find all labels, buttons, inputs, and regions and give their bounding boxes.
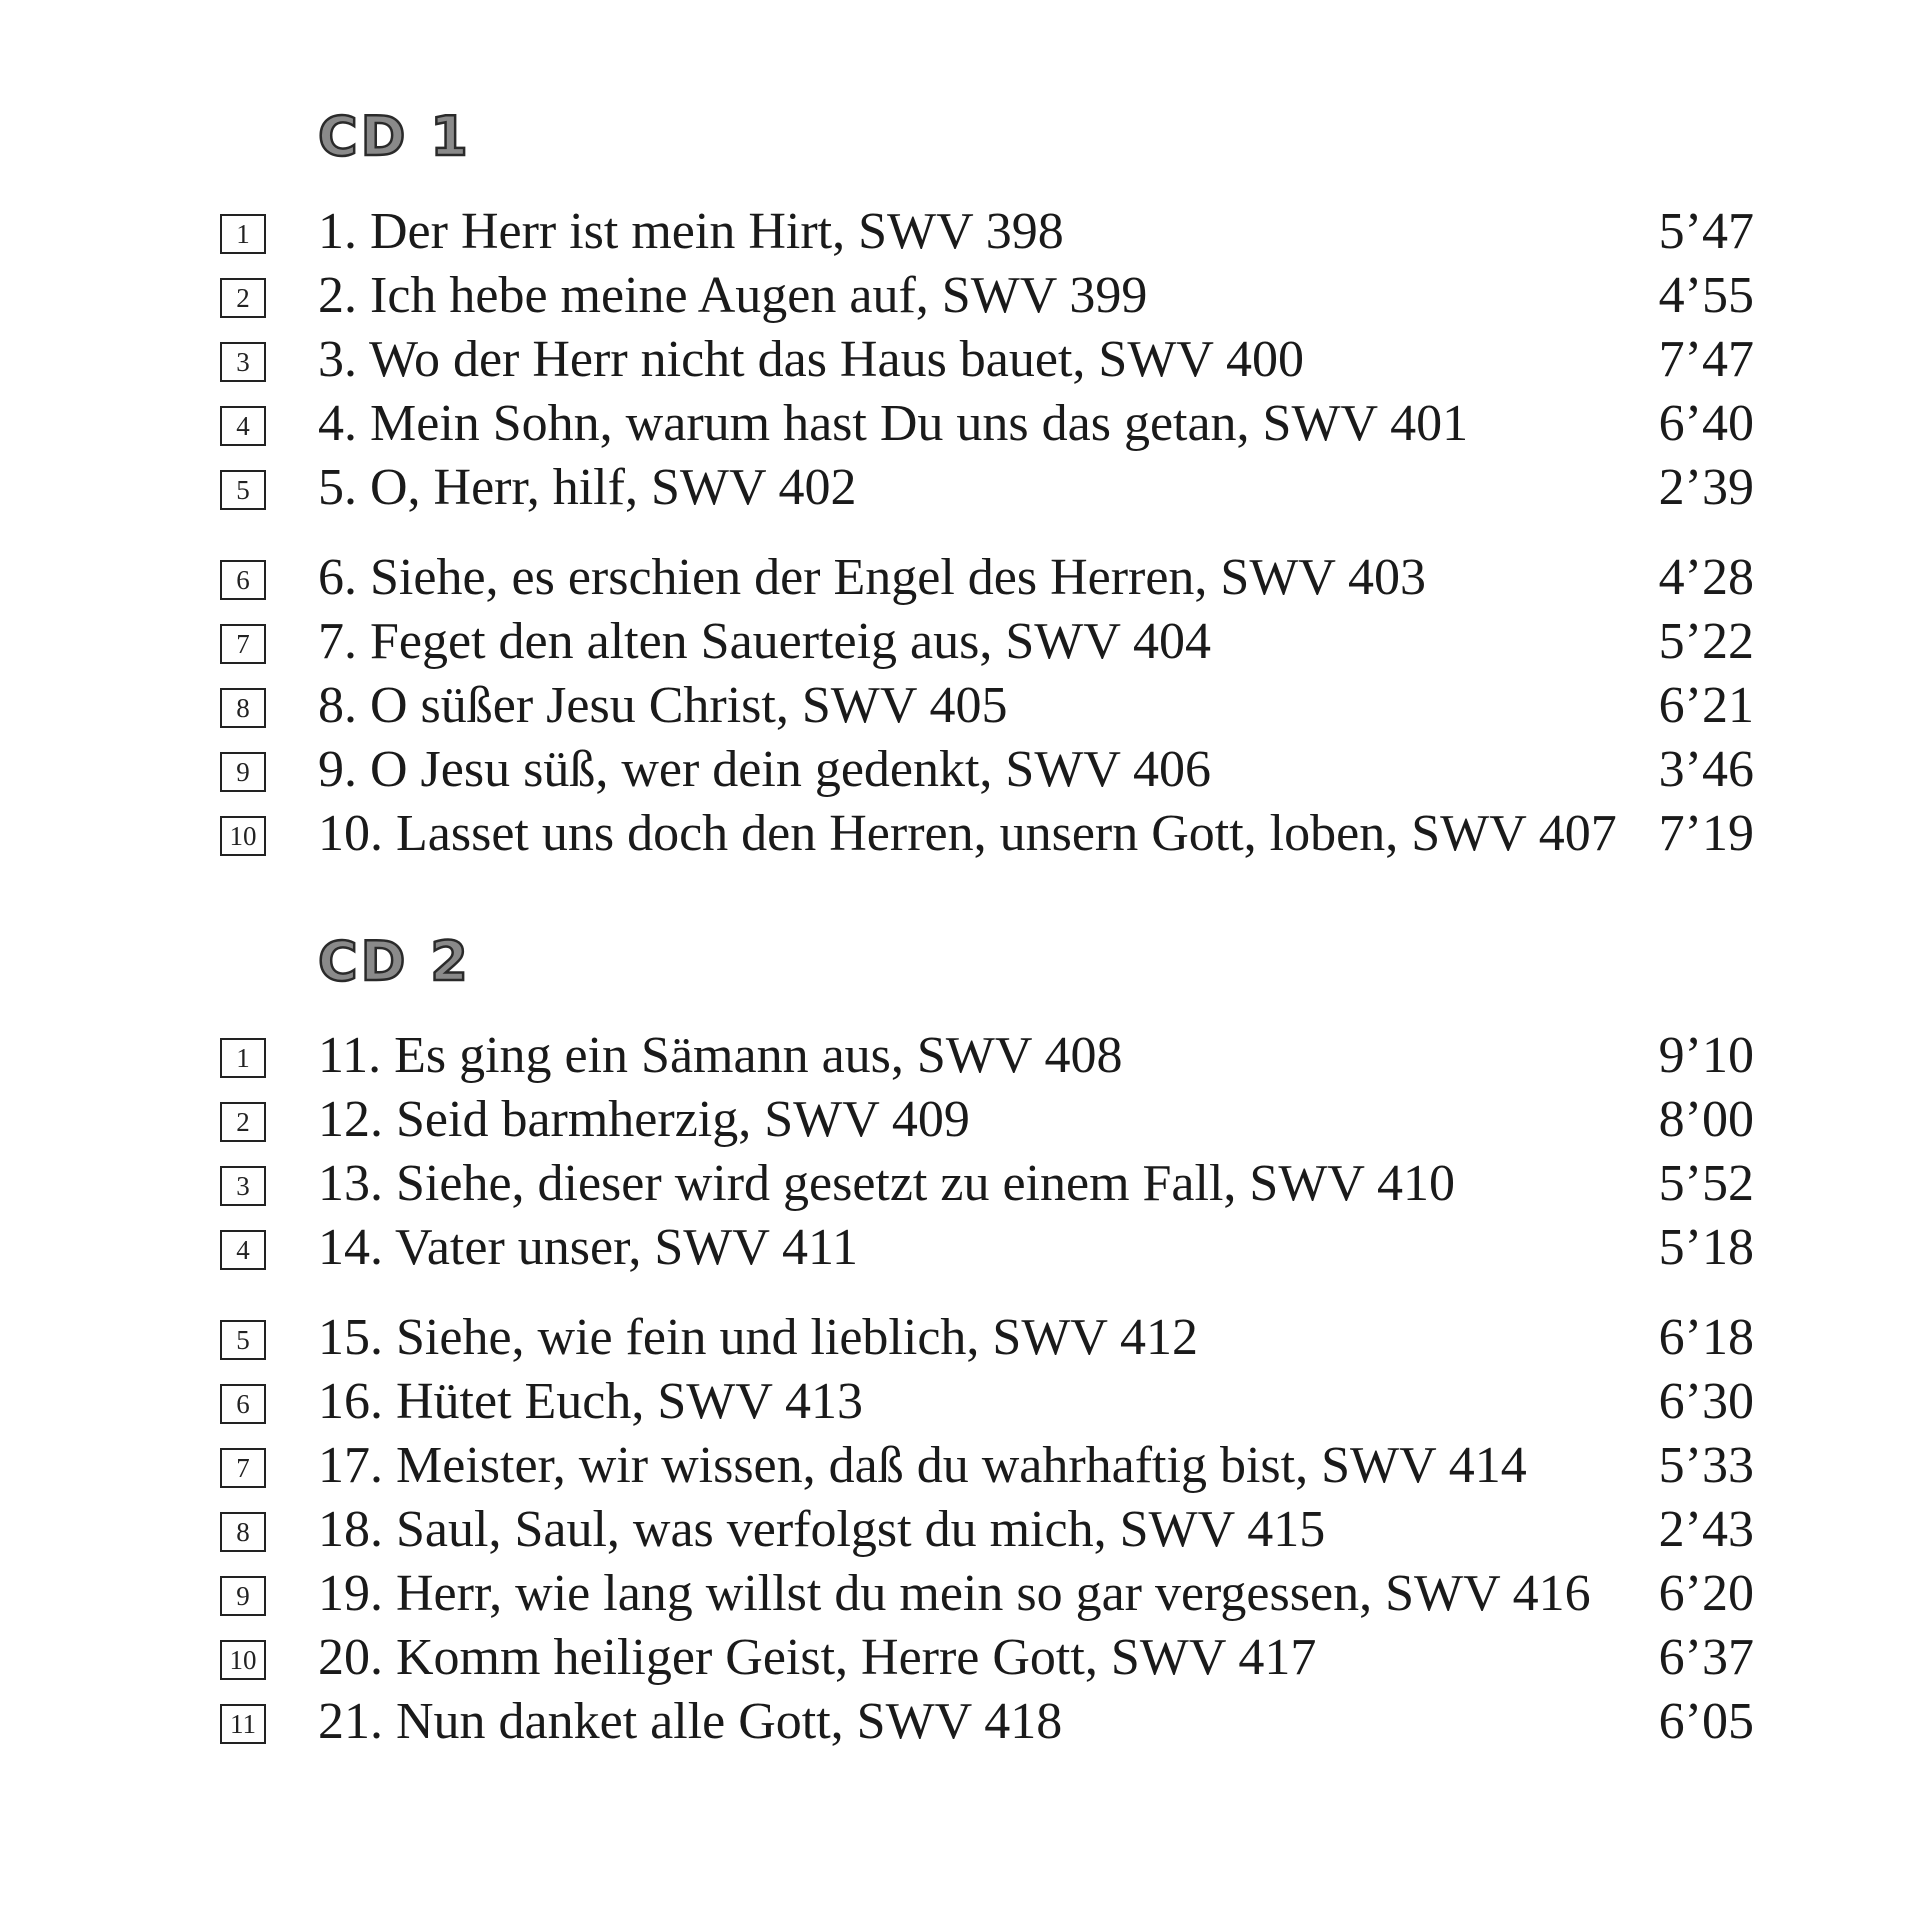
cd1-track-row bbox=[0, 738, 1906, 802]
cd2-track-row bbox=[0, 1434, 1906, 1498]
track-duration: 4’55 bbox=[1658, 267, 1754, 324]
cd1-track-row bbox=[0, 610, 1906, 674]
track-duration: 2’39 bbox=[1658, 459, 1754, 516]
track-duration: 6’20 bbox=[1658, 1565, 1754, 1622]
cd2-track-row bbox=[0, 1690, 1906, 1754]
track-number-box: 3 bbox=[220, 1166, 266, 1206]
cd2-track-row bbox=[0, 1626, 1906, 1690]
track-title: 8. O süßer Jesu Christ, SWV 405 bbox=[318, 677, 1008, 734]
cd1-track-row bbox=[0, 546, 1906, 610]
cd1-track-row bbox=[0, 264, 1906, 328]
cd2-track-row bbox=[0, 1216, 1906, 1280]
track-number-box: 10 bbox=[220, 1640, 266, 1680]
track-number-box: 9 bbox=[220, 1576, 266, 1616]
track-number-box: 8 bbox=[220, 1512, 266, 1552]
cd2-track-row bbox=[0, 1088, 1906, 1152]
track-number-box: 11 bbox=[220, 1704, 266, 1744]
cd2-track-row bbox=[0, 1562, 1906, 1626]
cd2-track-row bbox=[0, 1498, 1906, 1562]
track-duration: 6’30 bbox=[1658, 1373, 1754, 1430]
track-title: 16. Hütet Euch, SWV 413 bbox=[318, 1373, 863, 1430]
track-duration: 5’47 bbox=[1658, 203, 1754, 260]
track-number-box: 7 bbox=[220, 624, 266, 664]
track-title: 21. Nun danket alle Gott, SWV 418 bbox=[318, 1693, 1063, 1750]
track-number-box: 7 bbox=[220, 1448, 266, 1488]
track-title: 14. Vater unser, SWV 411 bbox=[318, 1219, 859, 1276]
track-number-box: 2 bbox=[220, 1102, 266, 1142]
track-title: 10. Lasset uns doch den Herren, unsern Gott, loben, SWV 407 bbox=[318, 805, 1617, 862]
cd2-track-row bbox=[0, 1306, 1906, 1370]
cd2-track-row bbox=[0, 1370, 1906, 1434]
track-title: 7. Feget den alten Sauerteig aus, SWV 404 bbox=[318, 613, 1211, 670]
track-duration: 2’43 bbox=[1658, 1501, 1754, 1558]
track-title: 9. O Jesu süß, wer dein gedenkt, SWV 406 bbox=[318, 741, 1212, 798]
track-number-box: 3 bbox=[220, 342, 266, 382]
track-number-box: 6 bbox=[220, 1384, 266, 1424]
cd1-heading: CD 1 bbox=[318, 105, 471, 168]
cd1-track-row bbox=[0, 328, 1906, 392]
track-title: 4. Mein Sohn, warum hast Du uns das getan, SWV 401 bbox=[318, 395, 1469, 452]
track-title: 3. Wo der Herr nicht das Haus bauet, SWV 400 bbox=[318, 331, 1305, 388]
track-number-box: 5 bbox=[220, 1320, 266, 1360]
cd2-heading: CD 2 bbox=[318, 930, 471, 993]
track-title: 11. Es ging ein Sämann aus, SWV 408 bbox=[318, 1027, 1123, 1084]
track-duration: 4’28 bbox=[1658, 549, 1754, 606]
cd1-track-row bbox=[0, 392, 1906, 456]
track-title: 6. Siehe, es erschien der Engel des Herren, SWV 403 bbox=[318, 549, 1427, 606]
track-number-box: 1 bbox=[220, 1038, 266, 1078]
track-duration: 5’33 bbox=[1658, 1437, 1754, 1494]
track-number-box: 5 bbox=[220, 470, 266, 510]
track-duration: 6’18 bbox=[1658, 1309, 1754, 1366]
track-title: 13. Siehe, dieser wird gesetzt zu einem Fall, SWV 410 bbox=[318, 1155, 1456, 1212]
track-duration: 5’52 bbox=[1658, 1155, 1754, 1212]
track-title: 20. Komm heiliger Geist, Herre Gott, SWV 417 bbox=[318, 1629, 1317, 1686]
track-duration: 8’00 bbox=[1658, 1091, 1754, 1148]
cd1-track-row bbox=[0, 200, 1906, 264]
track-number-box: 6 bbox=[220, 560, 266, 600]
track-title: 19. Herr, wie lang willst du mein so gar vergessen, SWV 416 bbox=[318, 1565, 1591, 1622]
track-duration: 5’18 bbox=[1658, 1219, 1754, 1276]
track-duration: 6’37 bbox=[1658, 1629, 1754, 1686]
track-title: 17. Meister, wir wissen, daß du wahrhaftig bist, SWV 414 bbox=[318, 1437, 1527, 1494]
cd1-track-row bbox=[0, 456, 1906, 520]
cd1-track-row bbox=[0, 674, 1906, 738]
track-title: 2. Ich hebe meine Augen auf, SWV 399 bbox=[318, 267, 1148, 324]
cd2-track-row bbox=[0, 1152, 1906, 1216]
track-number-box: 10 bbox=[220, 816, 266, 856]
track-duration: 7’19 bbox=[1658, 805, 1754, 862]
track-duration: 6’40 bbox=[1658, 395, 1754, 452]
track-duration: 7’47 bbox=[1658, 331, 1754, 388]
track-number-box: 4 bbox=[220, 1230, 266, 1270]
cd1-track-row bbox=[0, 802, 1906, 866]
track-number-box: 9 bbox=[220, 752, 266, 792]
track-title: 1. Der Herr ist mein Hirt, SWV 398 bbox=[318, 203, 1064, 260]
track-number-box: 1 bbox=[220, 214, 266, 254]
track-title: 5. O, Herr, hilf, SWV 402 bbox=[318, 459, 857, 516]
track-number-box: 2 bbox=[220, 278, 266, 318]
track-duration: 5’22 bbox=[1658, 613, 1754, 670]
track-title: 12. Seid barmherzig, SWV 409 bbox=[318, 1091, 970, 1148]
track-title: 18. Saul, Saul, was verfolgst du mich, SWV 415 bbox=[318, 1501, 1326, 1558]
track-number-box: 4 bbox=[220, 406, 266, 446]
track-duration: 9’10 bbox=[1658, 1027, 1754, 1084]
cd2-track-row bbox=[0, 1024, 1906, 1088]
track-number-box: 8 bbox=[220, 688, 266, 728]
track-duration: 6’05 bbox=[1658, 1693, 1754, 1750]
track-duration: 6’21 bbox=[1658, 677, 1754, 734]
track-duration: 3’46 bbox=[1658, 741, 1754, 798]
track-title: 15. Siehe, wie fein und lieblich, SWV 412 bbox=[318, 1309, 1199, 1366]
